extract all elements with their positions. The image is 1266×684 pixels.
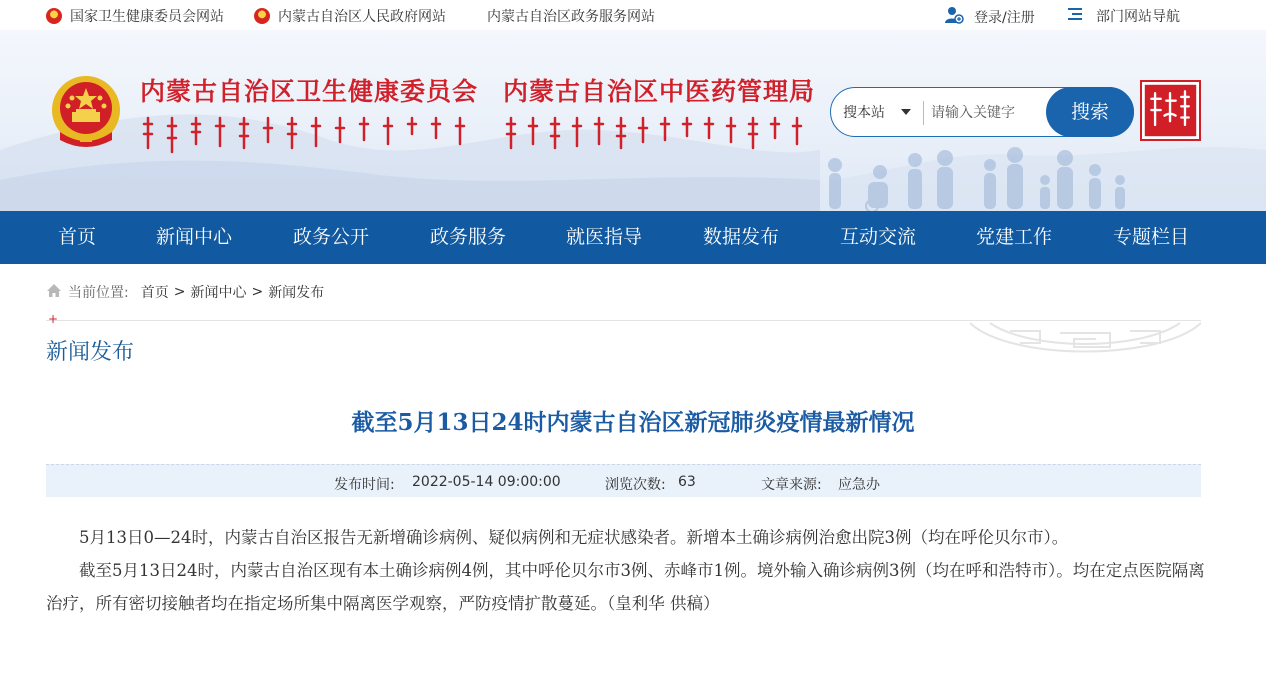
caret-down-icon[interactable] [901, 109, 911, 115]
search-divider [923, 101, 924, 125]
nav-item-home[interactable]: 首页 [58, 226, 97, 248]
article-title: 截至5月13日24时内蒙古自治区新冠肺炎疫情最新情况 [351, 409, 915, 436]
mongolian-script-right [503, 112, 808, 162]
link-gov-services[interactable] [487, 6, 655, 26]
source-value: 应急办 [838, 477, 880, 493]
publish-time-label: 发布时间: [334, 477, 395, 493]
search-scope-select[interactable]: 搜本站 [843, 105, 885, 121]
article-meta-bar [46, 464, 1201, 497]
nav-item-data-release[interactable]: 数据发布 [703, 226, 780, 248]
mongolian-script-left [140, 112, 470, 162]
main-navigation [0, 211, 1266, 264]
breadcrumb-label: 当前位置: [68, 285, 129, 301]
nav-item-interaction[interactable]: 互动交流 [840, 226, 917, 248]
breadcrumb-news-release[interactable]: 新闻发布 [268, 285, 325, 301]
list-menu-icon [1068, 7, 1086, 25]
nav-item-medical-guide[interactable]: 就医指导 [566, 226, 643, 248]
national-emblem-logo [50, 74, 122, 150]
breadcrumb-separator: > [173, 284, 186, 300]
national-emblem-icon [46, 8, 62, 24]
decorative-pattern [970, 321, 1201, 365]
plus-marker-icon: + [48, 312, 59, 326]
title-health-commission: 内蒙古自治区卫生健康委员会 [140, 77, 479, 106]
nav-item-party-building[interactable]: 党建工作 [976, 226, 1053, 248]
nav-item-news-center[interactable]: 新闻中心 [156, 226, 233, 248]
top-utility-bar [0, 0, 1266, 30]
link-nhc-label: 国家卫生健康委员会网站 [70, 9, 224, 25]
login-register-label: 登录/注册 [974, 10, 1035, 26]
nav-item-special-topics[interactable]: 专题栏目 [1113, 226, 1190, 248]
link-gov-services-label: 内蒙古自治区政务服务网站 [487, 9, 655, 25]
site-search-box [830, 87, 1134, 137]
dept-nav-link[interactable] [1068, 6, 1180, 26]
section-title: 新闻发布 [46, 340, 135, 365]
article-body [46, 521, 1206, 620]
breadcrumb-separator: > [251, 284, 264, 300]
national-emblem-icon [254, 8, 270, 24]
article-paragraph: 5月13日0—24时，内蒙古自治区报告无新增确诊病例、疑似病例和无症状感染者。新增本土确诊病例治愈出院3例（均在呼伦贝尔市）。 [79, 528, 1069, 547]
nav-item-gov-services[interactable]: 政务服务 [430, 226, 507, 248]
title-tcm-bureau: 内蒙古自治区中医药管理局 [503, 77, 816, 106]
home-icon [46, 283, 62, 302]
source-label: 文章来源: [761, 477, 822, 493]
search-button[interactable]: 搜索 [1046, 87, 1134, 137]
publish-time-value: 2022-05-14 09:00:00 [412, 474, 561, 490]
link-nmg-gov[interactable] [254, 6, 446, 26]
views-count: 63 [678, 474, 696, 490]
views-label: 浏览次数: [605, 477, 666, 493]
login-register-link[interactable] [944, 6, 1035, 28]
breadcrumb [46, 282, 324, 302]
link-nhc[interactable] [46, 6, 224, 26]
article-paragraph: 截至5月13日24时，内蒙古自治区现有本土确诊病例4例，其中呼伦贝尔市3例、赤峰市1例。境外输入确诊病例3例（均在呼和浩特市）。均在定点医院隔离治疗，所有密切接触者均在指定场所集中隔离医学观察，严防疫情扩散蔓延。（皇利华 供稿） [46, 561, 1205, 613]
dept-nav-label: 部门网站导航 [1096, 9, 1180, 25]
nav-item-gov-affairs[interactable]: 政务公开 [293, 226, 370, 248]
site-header-banner [0, 30, 1266, 211]
inner-mongolia-seal-logo [1140, 80, 1201, 141]
breadcrumb-news-center[interactable]: 新闻中心 [190, 285, 247, 301]
user-icon [944, 6, 964, 28]
breadcrumb-home[interactable]: 首页 [140, 285, 169, 301]
link-nmg-gov-label: 内蒙古自治区人民政府网站 [278, 9, 446, 25]
search-input[interactable] [931, 100, 1041, 126]
